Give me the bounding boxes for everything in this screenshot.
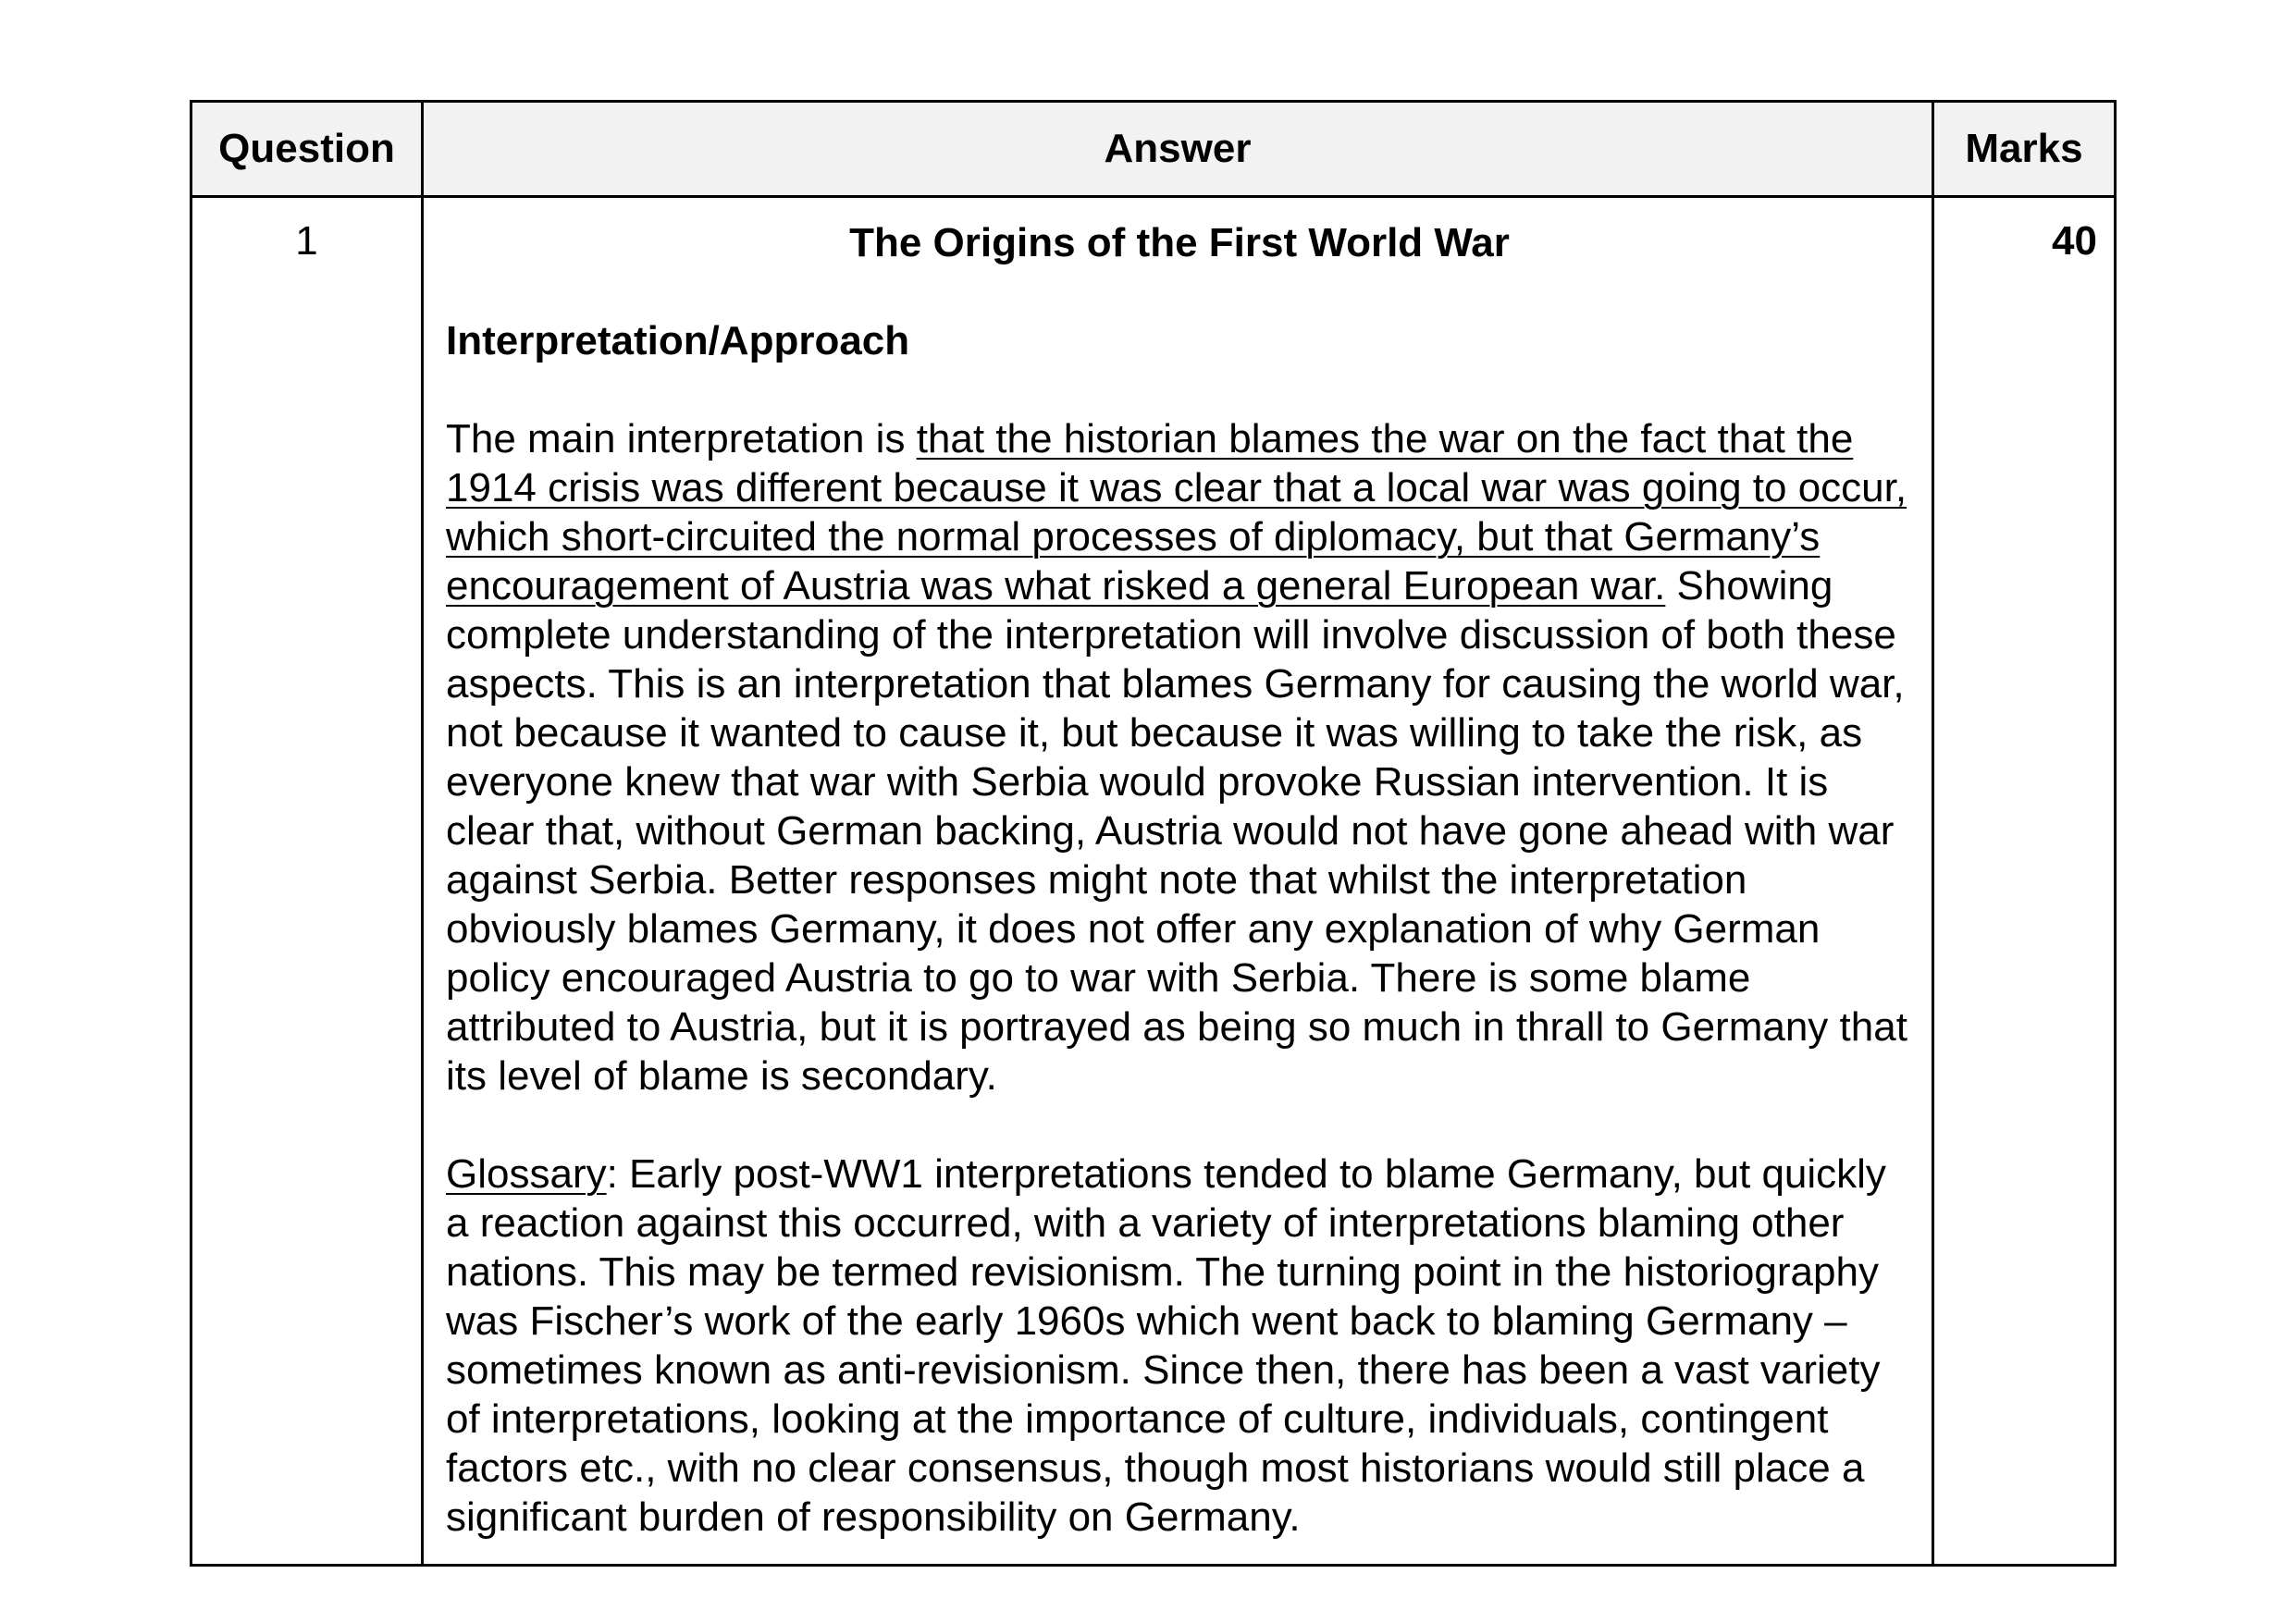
question-number: 1	[191, 197, 423, 1566]
section-heading: Interpretation/Approach	[446, 318, 910, 363]
interpretation-paragraph	[446, 414, 1913, 1100]
marks-column-header: Marks	[1933, 102, 2116, 197]
glossary-paragraph	[446, 1150, 1913, 1542]
header-row	[191, 102, 2116, 197]
interpretation-lead: The main interpretation is	[446, 416, 917, 461]
glossary-label: Glossary	[446, 1151, 607, 1197]
topic-title: The Origins of the First World War	[849, 220, 1510, 265]
mark-scheme-table	[190, 100, 2117, 1567]
interpretation-underlined: that the historian blames the war on the fact that the 1914 crisis was different because it was clear that a local war was going to occur, which short-circuited the normal processes of diplomacy, but that Germany’s encouragement of Austria was what risked a general European war.	[446, 416, 1907, 609]
answer-cell	[423, 197, 1933, 1566]
marks-value: 40	[1933, 197, 2116, 1566]
interpretation-rest: Showing complete understanding of the interpretation will involve discussion of both these aspects. This is an interpretation that blames Germany for causing the world war, not because it wanted to cause it, but because it was willing to take the risk, as everyone knew that war with Serbia would provoke Russian intervention. It is clear that, without German backing, Austria would not have gone ahead with war against Serbia. Better responses might note that whilst the interpretation obviously blames Germany, it does not offer any explanation of why German policy encouraged Austria to go to war with Serbia. There is some blame attributed to Austria, but it is portrayed as being so much in thrall to Germany that its level of blame is secondary.	[446, 563, 1907, 1099]
glossary-text: : Early post-WW1 interpretations tended to blame Germany, but quickly a reaction against this occurred, with a variety of interpretations blaming other nations. This may be termed revisionism. The turning point in the historiography was Fischer’s work of the early 1960s which went back to blaming Germany – sometimes known as anti-revisionism. Since then, there has been a vast variety of interpretations, looking at the importance of culture, individuals, contingent factors etc., with no clear consensus, though most historians would still place a significant burden of responsibility on Germany.	[446, 1151, 1886, 1540]
answer-column-header: Answer	[423, 102, 1933, 197]
table-row	[191, 197, 2116, 1566]
question-column-header: Question	[191, 102, 423, 197]
